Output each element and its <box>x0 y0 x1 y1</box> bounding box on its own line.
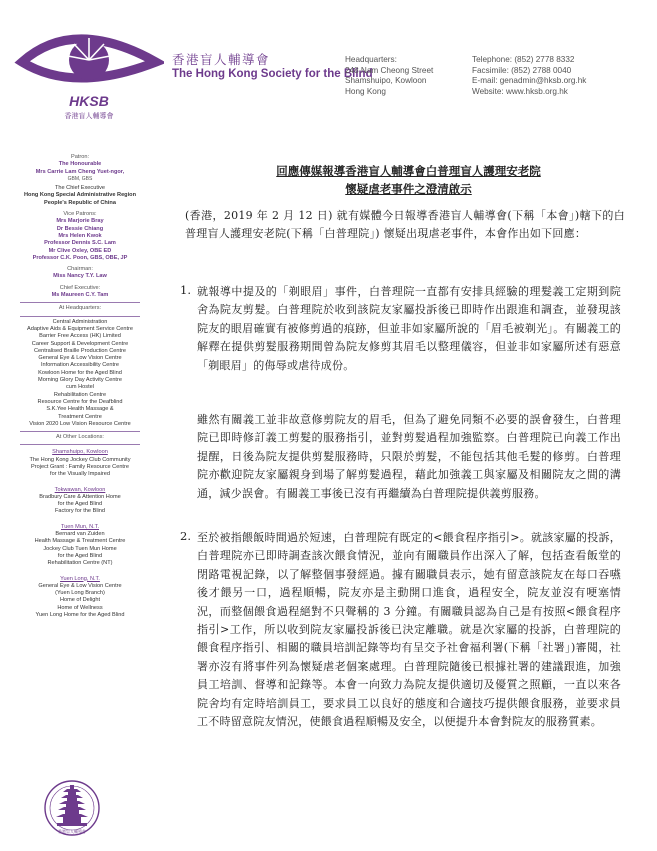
patron-honours: GBM, GBS <box>67 175 93 182</box>
chief-executive-name: Ms Maureen C.Y. Tam <box>51 292 109 299</box>
hq-service: Morning Glory Day Activity Centre <box>38 377 122 384</box>
patron-name: The Honourable <box>58 161 102 168</box>
hq-address <box>345 55 433 97</box>
patron-title: Hong Kong Special Administrative Region <box>24 192 136 199</box>
location-service: Yuen Long Home for the Aged Blind <box>35 612 125 619</box>
location-service: Factory for the Blind <box>54 508 106 515</box>
location-service: Rehabilitation Centre (NT) <box>47 560 113 567</box>
website: Website: www.hksb.org.hk <box>472 86 568 96</box>
location-service: for the Aged Blind <box>57 501 103 508</box>
other-locations-label: At Other Locations: <box>56 434 104 441</box>
pagoda-caption: 香港盲人輔導會 <box>58 829 86 834</box>
logo-abbrev: HKSB <box>69 93 109 109</box>
location-service: Health Massage & Treatment Centre <box>34 538 126 545</box>
patron-title: The Chief Executive <box>54 185 106 192</box>
hq-service: cum Hostel <box>66 384 94 391</box>
hq-service: Resource Centre for the Deafblind <box>37 398 123 405</box>
hq-service: Adaptive Aids & Equipment Service Centre <box>26 325 134 332</box>
chairman-name: Miss Nancy T.Y. Law <box>53 273 107 280</box>
location-name: Tuen Mun, N.T. <box>60 523 100 530</box>
hq-label: Headquarters: <box>345 55 397 64</box>
location-service: Jockey Club Tuen Mun Home <box>43 545 117 552</box>
point-paragraph: 至於被指餵飯時間過於短速，白普理院有既定的<餵食程序指引>。就該家屬的投訴，白普理院亦已即時調查該次餵食情況，並向有關職員作出深入了解，包括查看飯堂的閉路電視記錄，以了解整個事發經過。據有關職員表示，她有留意該院友在每口吞嚥後才餵另一口，過程順暢，院友亦是主動開口進食，過程安全，院友並沒有哽塞情況，而整個餵食過程絕對不只聲稱的 3 分鐘。有關職員認為自己是有按照<餵食程序指引>工作，所以收到院友家屬投訴後已決定離職。就是次家屬的投訴，白普理院的餵食程序指引、相關的職員培訓記錄等均有呈交予社會福利署(下稱「社署」)審閱，社署亦沒有將事件列為懷疑虐老個案處理。白普理院隨後已根據社署的建議跟進，加強員工培訓、督導和記錄等。本會一向致力為院友提供適切及優質之照顧，一直以來各院舍均有定時培訓員工，要求員工以良好的態度和合適技巧提供餵食服務，並要求員工不時留意院友情況，使餵食過程順暢及安全，以便提升本會對院友的服務質素。 <box>197 531 621 729</box>
divider <box>20 431 140 432</box>
org-name-cn: 香港盲人輔導會 <box>172 52 271 67</box>
address-line: 248 Nam Cheong Street <box>345 65 434 75</box>
location-service: for the Aged Blind <box>57 552 103 559</box>
vice-patrons-label: Vice Patrons: <box>63 211 97 218</box>
hq-service: Information Accessibility Centre <box>40 362 120 369</box>
chief-executive-label: Chief Executive: <box>59 284 101 291</box>
point-number: 1. <box>180 283 191 297</box>
contact-info <box>472 55 586 97</box>
logo-cn: 香港盲人輔導會 <box>64 112 114 120</box>
hq-service: Kowloon Home for the Aged Blind <box>38 369 122 376</box>
hq-service: Rehabilitation Centre <box>53 391 107 398</box>
hq-service: S.K.Yee Health Massage & <box>46 406 114 413</box>
divider <box>20 302 140 303</box>
divider <box>20 316 140 317</box>
document-title: 懷疑虐老事件之澄清啟示 <box>345 182 472 196</box>
location-name: Yuen Long, N.T. <box>60 575 100 582</box>
patron-label: Patron: <box>70 154 90 160</box>
document-title: 回應傳媒報導香港盲人輔導會白普理盲人護理安老院 <box>276 164 541 178</box>
hq-services-label: At Headquarters: <box>58 305 102 312</box>
point-paragraph: 雖然有關義工並非故意修剪院友的眉毛，但為了避免同類不必要的誤會發生，白普理院已即時修訂義工剪髮的服務指引，並對剪髮過程加強監察。白普理院已向義工作出提醒，日後為院友提供剪髮服務時，只限於剪髮，不能包括其他毛髮的修剪。白普理院亦歡迎院友家屬親身到場了解剪髮過程，藉此加強義工與家屬及相關院友之間的溝通，減少誤會。有關義工事後已沒有再繼續為白普理院提供義剪服務。 <box>197 413 621 500</box>
patron-name: Mrs Carrie Lam Cheng Yuet-ngor, <box>35 168 125 175</box>
vice-patron: Mrs Helen Kwok <box>58 232 102 239</box>
vice-patron: Mrs Marjorie Bray <box>56 218 104 225</box>
intro-paragraph: (香港，2019 年 2 月 12 日) 就有媒體今日報導香港盲人輔導會(下稱「本會」)轄下的白普理盲人護理安老院(下稱「白普理院」) 懷疑出現虐老事件，本會作出如下回應： <box>185 209 625 241</box>
vice-patron: Mr Clive Oxley, OBE ED <box>48 247 112 254</box>
location-service: General Eye & Low Vision Centre <box>38 582 122 589</box>
location-service: Project Grant : Family Resource Centre <box>31 463 129 470</box>
hq-service: General Eye & Low Vision Centre <box>38 355 122 362</box>
address-line: Hong Kong <box>345 86 386 96</box>
vice-patron: Professor C.K. Poon, GBS, OBE, JP <box>32 254 128 261</box>
location-service: for the Visually Impaired <box>50 471 110 478</box>
hq-service: Barrier Free Access (HK) Limited <box>39 333 121 340</box>
patron-title: People's Republic of China <box>44 199 116 206</box>
email: E-mail: genadmin@hksb.org.hk <box>472 76 587 85</box>
org-name-en: The Hong Kong Society for the Blind <box>172 68 373 80</box>
location-service: (Yuen Long Branch) <box>55 590 105 597</box>
location-service: Home of Delight <box>59 597 101 604</box>
eye-emblem-icon <box>22 38 156 80</box>
location-name: Shamshuipo, Kowloon <box>52 449 108 456</box>
location-name: Tokwawan, Kowloon <box>54 486 106 493</box>
facsimile: Facsimile: (852) 2788 0040 <box>472 65 572 75</box>
location-service: Bernard van Zuiden <box>55 531 105 538</box>
vice-patron: Dr Bessie Chiang <box>56 225 104 232</box>
chairman-label: Chairman: <box>67 266 93 273</box>
hq-service: Treatment Centre <box>58 413 102 420</box>
point-paragraph: 就報導中提及的「剃眼眉」事件，白普理院一直都有安排具經驗的理髮義工定期到院舍為院友剪髮。白普理院於收到該院友家屬投訴後已即時作出跟進和調查，並發現該院友的眼眉確實有被修剪過的痕跡，但並非如家屬所說的「眉毛被剃光」。有關義工的解釋在提供剪髮服務期間曾為院友修剪其眉毛以整理儀容，但並非如家屬所述有惡意「剃眼眉」的侮辱或虐待成份。 <box>197 285 621 372</box>
vice-patron: Professor Dennis S.C. Lam <box>44 240 116 247</box>
hq-service: Vision 2020 Low Vision Resource Centre <box>29 420 131 427</box>
telephone: Telephone: (852) 2778 8332 <box>472 55 575 64</box>
address-line: Shamshuipo, Kowloon <box>345 76 427 85</box>
hq-service: Career Support & Development Centre <box>31 340 129 347</box>
location-service: Bradbury Care & Attention Home <box>39 493 121 500</box>
pagoda-seal-icon <box>43 777 101 839</box>
hksb-logo <box>14 14 164 124</box>
hq-service: Central Administration <box>52 318 108 325</box>
location-service: Home of Wellness <box>57 604 103 611</box>
divider <box>20 444 140 445</box>
hq-service: Centralised Braille Production Centre <box>33 347 127 354</box>
sidebar <box>10 150 150 619</box>
location-service: The Hong Kong Jockey Club Community <box>29 456 131 463</box>
point-number: 2. <box>180 529 191 543</box>
